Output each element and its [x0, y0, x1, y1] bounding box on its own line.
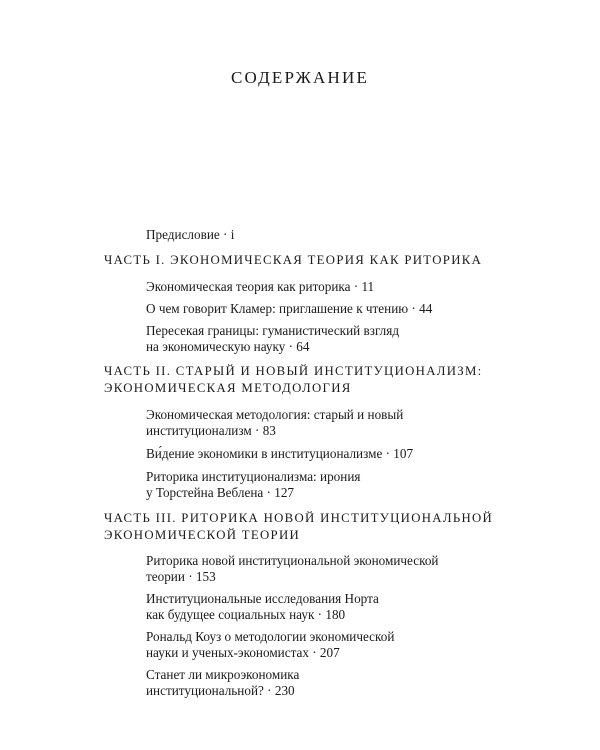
- part-3-heading-continued[interactable]: ЭКОНОМИЧЕСКОЙ ТЕОРИИ: [104, 528, 301, 542]
- toc-chapter[interactable]: О чем говорит Кламер: приглашение к чтению · 44: [146, 301, 433, 316]
- toc-preface[interactable]: Предисловие · i: [146, 227, 235, 242]
- part-1-heading[interactable]: ЧАСТЬ I. ЭКОНОМИЧЕСКАЯ ТЕОРИЯ КАК РИТОРИКА: [104, 253, 483, 267]
- toc-chapter-continued[interactable]: на экономическую науку · 64: [146, 339, 310, 354]
- toc-chapter[interactable]: Риторика новой институциональной экономической: [146, 553, 439, 568]
- part-3-heading[interactable]: ЧАСТЬ III. РИТОРИКА НОВОЙ ИНСТИТУЦИОНАЛЬНОЙ: [104, 511, 494, 525]
- toc-chapter-continued[interactable]: теории · 153: [146, 569, 216, 584]
- toc-chapter[interactable]: Рональд Коуз о методологии экономической: [146, 629, 395, 644]
- part-2-heading-continued[interactable]: ЭКОНОМИЧЕСКАЯ МЕТОДОЛОГИЯ: [104, 381, 352, 395]
- page-title: СОДЕРЖАНИЕ: [230, 68, 370, 87]
- toc-chapter-continued[interactable]: институциональной? · 230: [146, 683, 295, 698]
- toc-chapter[interactable]: Институциональные исследования Норта: [146, 591, 379, 606]
- toc-chapter-continued[interactable]: институционализм · 83: [146, 423, 276, 438]
- toc-chapter[interactable]: Экономическая теория как риторика · 11: [146, 279, 375, 294]
- toc-chapter[interactable]: Ви́дение экономики в институционализме · 107: [146, 446, 414, 461]
- toc-chapter-continued[interactable]: у Торстейна Веблена · 127: [146, 485, 295, 500]
- toc-chapter[interactable]: Риторика институционализма: ирония: [146, 469, 361, 484]
- part-2-heading[interactable]: ЧАСТЬ II. СТАРЫЙ И НОВЫЙ ИНСТИТУЦИОНАЛИЗМ:: [104, 364, 483, 378]
- toc-chapter[interactable]: Пересекая границы: гуманистический взгляд: [146, 323, 400, 338]
- toc-chapter-continued[interactable]: науки и ученых-экономистах · 207: [146, 645, 340, 660]
- toc-chapter[interactable]: Экономическая методология: старый и новый: [146, 407, 404, 422]
- toc-chapter-continued[interactable]: как будущее социальных наук · 180: [146, 607, 346, 622]
- toc-chapter[interactable]: Станет ли микроэкономика: [146, 667, 300, 682]
